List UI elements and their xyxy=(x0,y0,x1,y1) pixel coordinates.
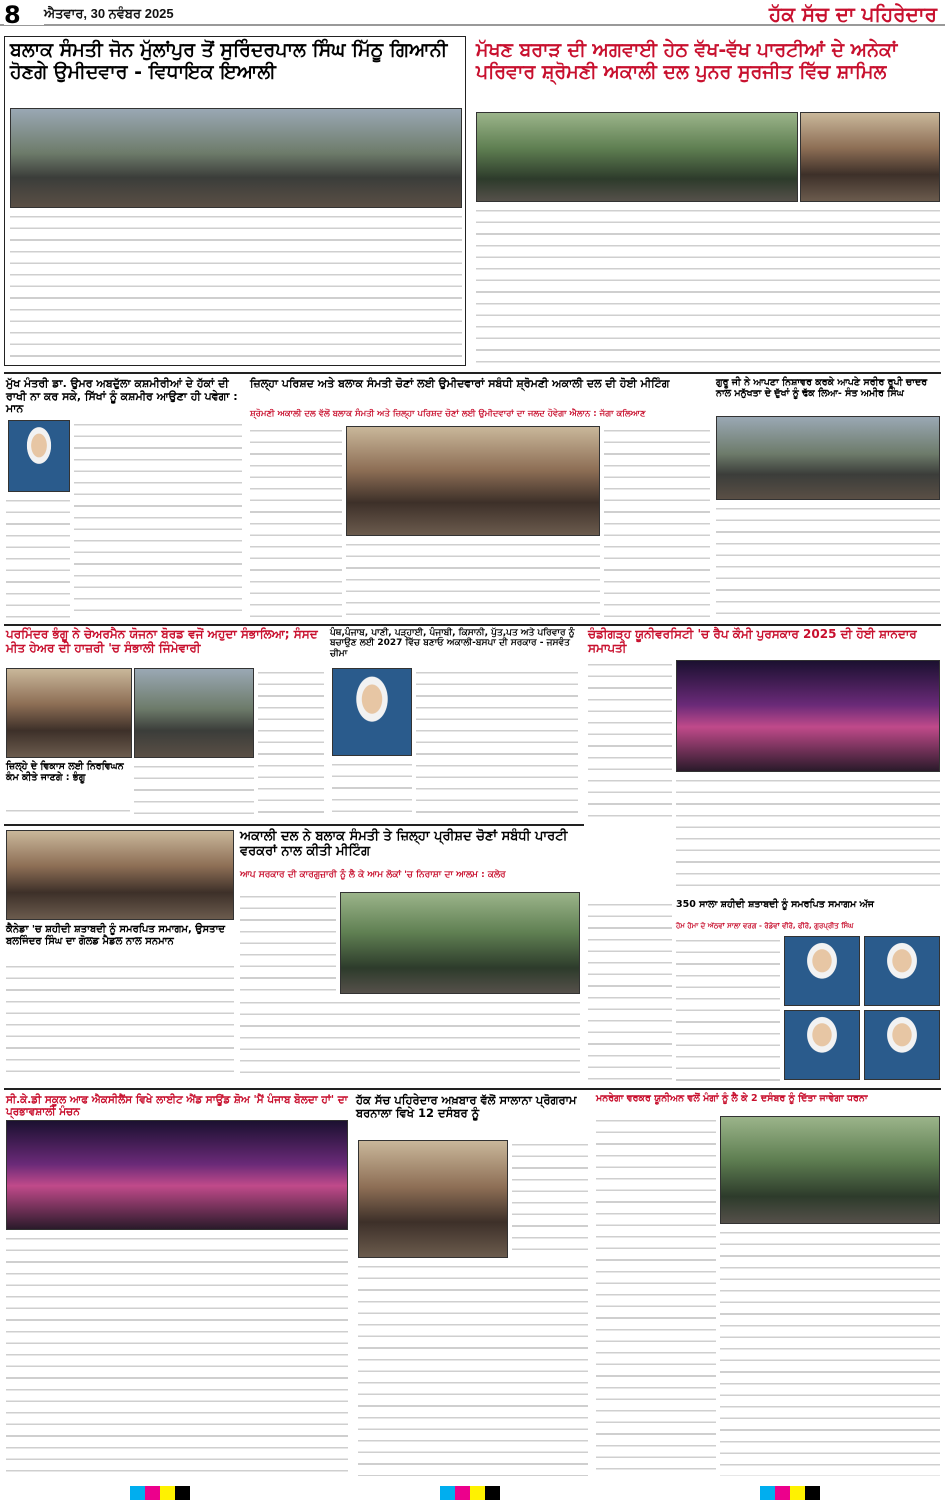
article-4-subhead: ਸ਼੍ਰੋਮਣੀ ਅਕਾਲੀ ਦਲ ਵੱਲੋਂ ਬਲਾਕ ਸੰਮਤੀ ਅਤੇ ਜ਼ਿਲ੍ਹਾ ਪਰਿਸ਼ਦ ਚੋਣਾਂ ਲਈ ਉਮੀਦਵਾਰਾਂ ਦਾ ਜਲਦ ਹੋਵੇਗਾ ਐਲਾਨ : ਜੱਗਾ ਕਲਿਆਣ xyxy=(250,409,646,419)
article-9-subhead: ਆਪ ਸਰਕਾਰ ਦੀ ਕਾਰਗੁਜ਼ਾਰੀ ਨੂੰ ਲੈ ਕੇ ਆਮ ਲੋਕਾਂ 'ਚ ਨਿਰਾਸ਼ਾ ਦਾ ਆਲਮ : ਕਲੇਰ xyxy=(240,870,506,880)
article-13-text-2 xyxy=(358,1262,588,1476)
article-11-text-2 xyxy=(588,900,672,1082)
article-9-text xyxy=(240,892,336,994)
article-11-text xyxy=(676,936,780,1082)
article-3-text xyxy=(74,420,242,620)
article-3-portrait xyxy=(8,420,70,492)
article-8-text xyxy=(588,660,672,818)
article-6-text-2 xyxy=(134,762,254,818)
article-11-portrait-1 xyxy=(784,936,860,1006)
article-14-headline: ਮਨਰੇਗਾ ਵਰਕਰ ਯੂਨੀਅਨ ਵਲੋਂ ਮੰਗਾਂ ਨੂੰ ਲੈ ਕੇ 2 ਦਸੰਬਰ ਨੂੰ ਦਿੱਤਾ ਜਾਵੇਗਾ ਧਰਨਾ xyxy=(596,1093,868,1104)
divider xyxy=(4,1088,941,1090)
article-6-text-3 xyxy=(6,806,130,818)
article-9-headline: ਅਕਾਲੀ ਦਲ ਨੇ ਬਲਾਕ ਸੰਮਤੀ ਤੇ ਜ਼ਿਲ੍ਹਾ ਪ੍ਰੀਸ਼ਦ ਚੋਣਾਂ ਸਬੰਧੀ ਪਾਰਟੀ ਵਰਕਰਾਂ ਨਾਲ ਕੀਤੀ ਮੀਟਿੰਗ xyxy=(240,829,568,859)
article-10-photo xyxy=(6,830,234,920)
article-4-text-2 xyxy=(346,540,600,618)
article-3-text-2 xyxy=(6,496,70,620)
article-4-photo xyxy=(346,426,600,536)
article-12-headline: ਸੀ.ਕੇ.ਡੀ ਸਕੂਲ ਆਫ ਐਕਸੀਲੈਂਸ ਵਿਖੇ ਲਾਈਟ ਐਂਡ ਸਾਊਂਡ ਸ਼ੋਅ 'ਮੈਂ ਪੰਜਾਬ ਬੋਲਦਾ ਹਾਂ' ਦਾ ਪ੍ਰਭਾਵਸ਼ਾਲੀ ਮੰਚਨ xyxy=(6,1094,348,1119)
page-number: 8 xyxy=(4,1,44,25)
article-14-text-2 xyxy=(720,1228,940,1476)
article-13-headline: ਹੱਕ ਸੱਚ ਪਹਿਰੇਦਾਰ ਅਖ਼ਬਾਰ ਵੱਲੋਂ ਸਾਲਾਨਾ ਪ੍ਰੋਗਰਾਮ ਬਰਨਾਲਾ ਵਿਖੇ 12 ਦਸੰਬਰ ਨੂੰ xyxy=(356,1093,577,1121)
article-1-text xyxy=(10,212,462,362)
article-13-text xyxy=(512,1140,588,1258)
issue-date: ਐਤਵਾਰ, 30 ਨਵੰਬਰ 2025 xyxy=(44,6,174,21)
article-6-text xyxy=(258,668,324,818)
article-8-headline: ਚੰਡੀਗੜ੍ਹ ਯੂਨੀਵਰਸਿਟੀ 'ਚ ਰੈਪ ਕੌਮੀ ਪੁਰਸਕਾਰ 2025 ਦੀ ਹੋਈ ਸ਼ਾਨਦਾਰ ਸਮਾਪਤੀ xyxy=(588,627,917,655)
divider xyxy=(4,624,941,626)
article-1-headline: ਬਲਾਕ ਸੰਮਤੀ ਜੋਨ ਮੁੱਲਾਂਪੁਰ ਤੋਂ ਸੁਰਿੰਦਰਪਾਲ ਸਿੰਘ ਮਿੱਠੂ ਗਿਆਨੀ ਹੋਣਗੇ ਉਮੀਦਵਾਰ - ਵਿਧਾਇਕ ਇਆਲੀ xyxy=(10,39,448,83)
article-11-portrait-3 xyxy=(784,1010,860,1080)
article-11-portrait-2 xyxy=(864,936,940,1006)
article-8-photo xyxy=(676,660,940,772)
color-registration-bar xyxy=(130,1486,190,1500)
divider xyxy=(4,824,584,826)
article-11-portrait-4 xyxy=(864,1010,940,1080)
article-4-headline: ਜ਼ਿਲ੍ਹਾ ਪਰਿਸ਼ਦ ਅਤੇ ਬਲਾਕ ਸੰਮਤੀ ਚੋਣਾਂ ਲਈ ਉਮੀਦਵਾਰਾਂ ਸਬੰਧੀ ਸ਼੍ਰੋਮਣੀ ਅਕਾਲੀ ਦਲ ਦੀ ਹੋਈ ਮੀਟਿੰਗ xyxy=(250,377,670,390)
article-2-headline: ਮੱਖਣ ਬਰਾੜ ਦੀ ਅਗਵਾਈ ਹੇਠ ਵੱਖ-ਵੱਖ ਪਾਰਟੀਆਂ ਦੇ ਅਨੇਕਾਂ ਪਰਿਵਾਰ ਸ਼੍ਰੋਮਣੀ ਅਕਾਲੀ ਦਲ ਪੁਨਰ ਸੁਰਜੀਤ ਵਿੱਚ ਸ਼ਾਮਿਲ xyxy=(476,39,898,83)
divider xyxy=(4,372,941,374)
article-14-photo xyxy=(720,1116,940,1224)
article-5-headline: ਗੁਰੂ ਜੀ ਨੇ ਆਪਣਾ ਨਿਸ਼ਾਵਰ ਕਰਕੇ ਆਪਣੇ ਸਰੀਰ ਰੂਪੀ ਚਾਦਰ ਨਾਲ ਮਨੁੱਖਤਾ ਦੇ ਦੁੱਖਾਂ ਨੂੰ ਢੱਕ ਲਿਆ- ਸੰਤ ਅਮੀਰ ਸਿੰਘ xyxy=(716,377,928,399)
article-14-text xyxy=(596,1116,716,1476)
article-3-headline: ਮੁੱਖ ਮੰਤਰੀ ਡਾ. ਉਮਰ ਅਬਦੁੱਲਾ ਕਸ਼ਮੀਰੀਆਂ ਦੇ ਹੱਕਾਂ ਦੀ ਰਾਖੀ ਨਾ ਕਰ ਸਕੇ, ਸਿੱਖਾਂ ਨੂੰ ਕਸ਼ਮੀਰ ਆਉਣਾ ਹੀ ਪਵੇਗਾ : ਮਾਨ xyxy=(6,377,238,416)
article-7-text xyxy=(416,668,578,818)
article-9-text-2 xyxy=(240,998,580,1082)
article-6-pullquote: ਜ਼ਿਲ੍ਹੇ ਦੇ ਵਿਕਾਸ ਲਈ ਨਿਰਵਿਘਨ ਕੰਮ ਕੀਤੇ ਜਾਣਗੇ : ਭੰਗੂ xyxy=(6,761,124,783)
article-2-photo-2 xyxy=(800,112,940,202)
article-6-photo-1 xyxy=(6,668,132,758)
newspaper-brand: ਹੱਕ ਸੱਚ ਦਾ ਪਹਿਰੇਦਾਰ xyxy=(769,2,937,26)
article-9-photo xyxy=(340,892,580,994)
article-10-text xyxy=(6,962,234,1082)
article-2-photo-1 xyxy=(476,112,798,202)
article-4-text-3 xyxy=(604,426,710,618)
masthead xyxy=(0,0,945,29)
color-registration-bar xyxy=(760,1486,820,1500)
article-8-text-2 xyxy=(676,776,940,896)
article-7-portrait xyxy=(332,668,412,756)
article-2-text xyxy=(476,206,940,366)
color-registration-bar xyxy=(440,1486,500,1500)
article-5-photo xyxy=(716,416,940,500)
article-11-byline: ਹੋਮ ਹੋਮਾ ਦੇ ਅੱਠਵਾਂ ਸਾਲਾ ਵਰਗ - ਰੋਡੇਵਾਂ ਵੀਰੋ, ਫੀਰੋ, ਗੁਰਪ੍ਰੀਤ ਸਿੰਘ xyxy=(676,922,854,930)
article-12-text xyxy=(6,1234,348,1476)
article-13-photo xyxy=(358,1140,508,1258)
article-7-headline: ਪੰਥ,ਪੰਜਾਬ, ਪਾਣੀ, ਪੜ੍ਹਾਈ, ਪੰਜਾਬੀ, ਕਿਸਾਨੀ, ਪੁੱਤ,ਪਤ ਅਤੇ ਪਰਿਵਾਰ ਨੂੰ ਬਚਾਉਣ ਲਈ 2027 ਵਿੱਚ ਬਣਾਓ ਅਕਾਲੀ-ਬਸਪਾ ਦੀ ਸਰਕਾਰ - ਜਸਵੰਤ ਚੀਮਾ xyxy=(330,628,575,659)
article-11-headline: 350 ਸਾਲਾ ਸ਼ਹੀਦੀ ਸ਼ਤਾਬਦੀ ਨੂੰ ਸਮਰਪਿਤ ਸਮਾਗਮ ਅੱਜ xyxy=(676,899,874,910)
article-6-headline: ਪਰਮਿੰਦਰ ਭੰਗੂ ਨੇ ਚੇਅਰਮੈਨ ਯੋਜਨਾ ਬੋਰਡ ਵਜੋਂ ਅਹੁਦਾ ਸੰਭਾਲਿਆ; ਸੰਸਦ ਮੀਤ ਹੇਅਰ ਦੀ ਹਾਜ਼ਰੀ 'ਚ ਸੰਭਾਲੀ ਜਿੰਮੇਵਾਰੀ xyxy=(6,627,318,655)
article-5-text xyxy=(716,504,940,618)
article-6-photo-2 xyxy=(134,668,254,758)
article-7-text-2 xyxy=(332,760,412,818)
article-12-photo xyxy=(6,1120,348,1230)
article-1-photo xyxy=(10,108,462,208)
article-10-headline: ਕੈਨੇਡਾ 'ਚ ਸ਼ਹੀਦੀ ਸ਼ਤਾਬਦੀ ਨੂੰ ਸਮਰਪਿਤ ਸਮਾਗਮ, ਉਸਤਾਦ ਬਲਜਿੰਦਰ ਸਿੰਘ ਦਾ ਗੋਲਡ ਮੈਡਲ ਨਾਲ ਸਨਮਾਨ xyxy=(6,924,226,947)
article-4-text xyxy=(250,426,342,618)
